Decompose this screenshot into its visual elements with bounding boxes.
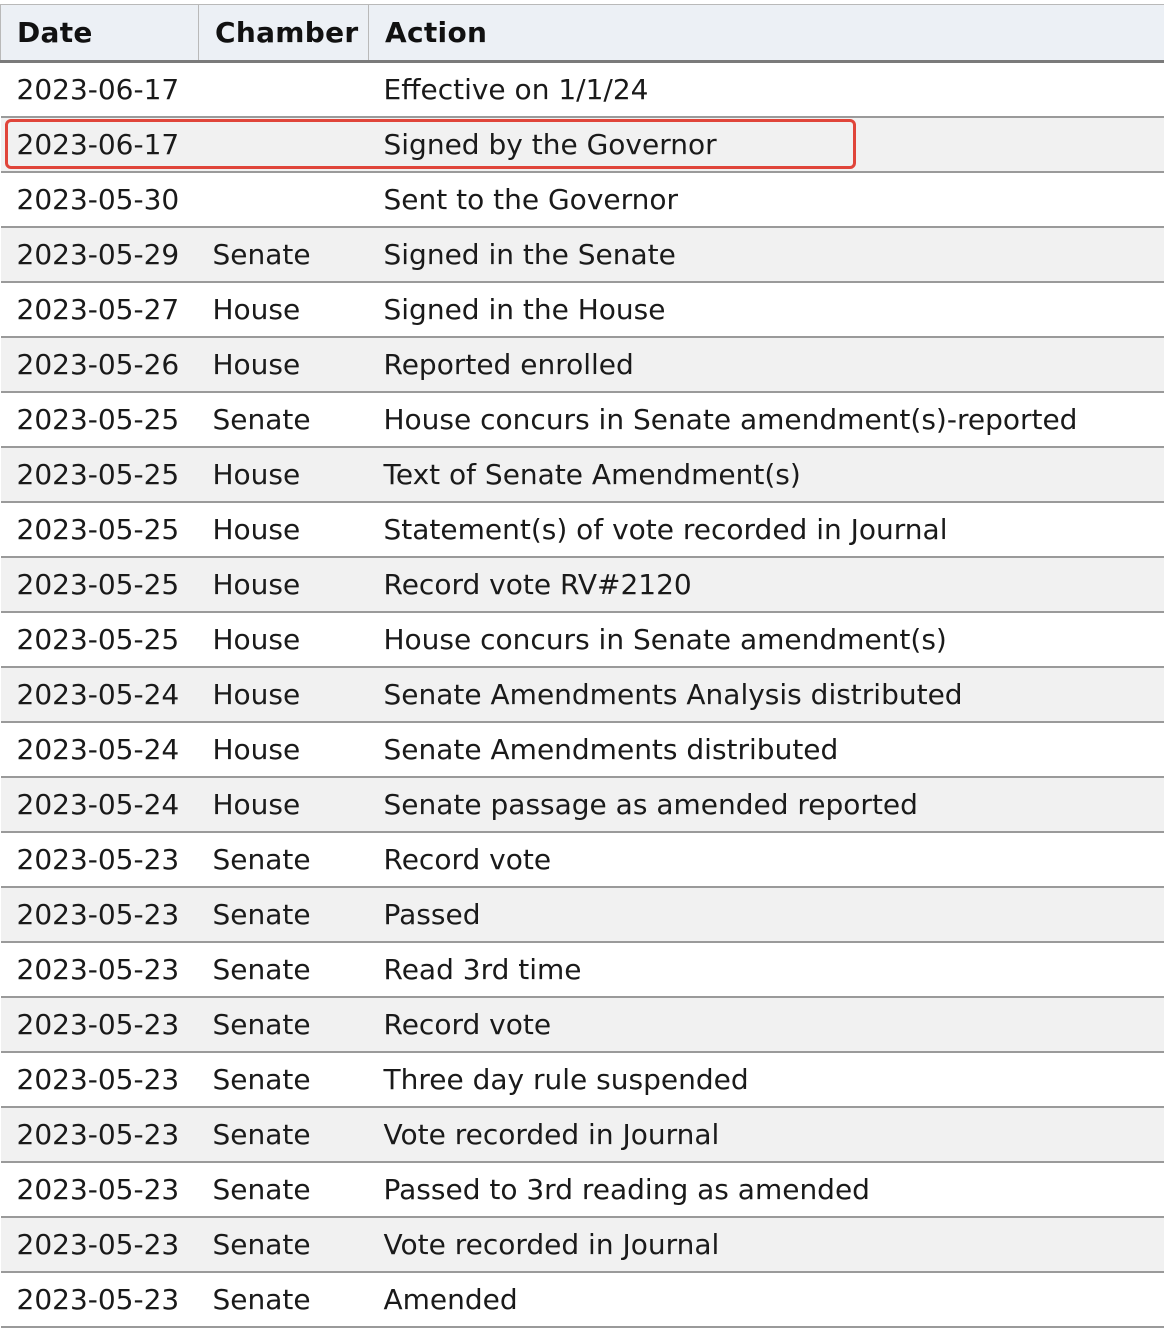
- action-cell: Record vote RV#2120: [369, 557, 1164, 612]
- action-cell: Text of Senate Amendment(s): [369, 447, 1164, 502]
- action-cell: Record vote: [369, 997, 1164, 1052]
- date-cell: 2023-05-23: [1, 832, 199, 887]
- date-cell: 2023-05-25: [1, 557, 199, 612]
- date-cell: 2023-05-23: [1, 1272, 199, 1327]
- action-column-header[interactable]: Action: [369, 5, 1164, 62]
- chamber-cell: House: [199, 777, 369, 832]
- chamber-cell: House: [199, 557, 369, 612]
- table-row: [1, 337, 1164, 392]
- chamber-cell: House: [199, 337, 369, 392]
- date-cell: 2023-05-23: [1, 1162, 199, 1217]
- table-header: [1, 5, 1164, 62]
- chamber-cell: Senate: [199, 1162, 369, 1217]
- date-cell: 2023-05-25: [1, 612, 199, 667]
- table-row: [1, 997, 1164, 1052]
- table-row: [1, 942, 1164, 997]
- table-row-highlighted: [1, 117, 1164, 172]
- chamber-cell: Senate: [199, 942, 369, 997]
- date-cell: 2023-05-27: [1, 282, 199, 337]
- date-cell: 2023-05-23: [1, 1107, 199, 1162]
- action-cell: Reported enrolled: [369, 337, 1164, 392]
- chamber-cell: Senate: [199, 1107, 369, 1162]
- action-cell: Senate passage as amended reported: [369, 777, 1164, 832]
- chamber-cell: House: [199, 667, 369, 722]
- chamber-cell: Senate: [199, 1272, 369, 1327]
- action-cell: Signed in the Senate: [369, 227, 1164, 282]
- action-cell: Read 3rd time: [369, 942, 1164, 997]
- chamber-cell: Senate: [199, 1217, 369, 1272]
- table-row: [1, 667, 1164, 722]
- table-row: [1, 1217, 1164, 1272]
- chamber-cell: House: [199, 722, 369, 777]
- table-row: [1, 1162, 1164, 1217]
- date-column-header[interactable]: Date: [1, 5, 199, 62]
- date-cell: 2023-05-29: [1, 227, 199, 282]
- chamber-cell: Senate: [199, 887, 369, 942]
- table-row: [1, 832, 1164, 887]
- table-row: [1, 887, 1164, 942]
- table-row: [1, 282, 1164, 337]
- date-cell: 2023-05-24: [1, 777, 199, 832]
- date-cell: 2023-05-23: [1, 942, 199, 997]
- date-cell: 2023-05-24: [1, 722, 199, 777]
- date-cell: 2023-05-26: [1, 337, 199, 392]
- action-cell: Effective on 1/1/24: [369, 62, 1164, 118]
- action-cell: House concurs in Senate amendment(s): [369, 612, 1164, 667]
- chamber-cell: [199, 117, 369, 172]
- date-cell: 2023-05-25: [1, 447, 199, 502]
- date-cell: 2023-05-24: [1, 667, 199, 722]
- chamber-cell: Senate: [199, 997, 369, 1052]
- date-cell: 2023-05-25: [1, 392, 199, 447]
- table-row: [1, 1272, 1164, 1327]
- table-row: [1, 777, 1164, 832]
- action-cell: Senate Amendments distributed: [369, 722, 1164, 777]
- table-row: [1, 392, 1164, 447]
- table-row: [1, 1052, 1164, 1107]
- action-cell: Sent to the Governor: [369, 172, 1164, 227]
- action-cell: Statement(s) of vote recorded in Journal: [369, 502, 1164, 557]
- chamber-cell: Senate: [199, 392, 369, 447]
- action-cell: Vote recorded in Journal: [369, 1217, 1164, 1272]
- date-cell: 2023-05-25: [1, 502, 199, 557]
- chamber-cell: House: [199, 612, 369, 667]
- date-cell: 2023-05-30: [1, 172, 199, 227]
- table-row: [1, 62, 1164, 118]
- chamber-column-header[interactable]: Chamber: [199, 5, 369, 62]
- actions-table: [0, 4, 1164, 1328]
- table-row: [1, 502, 1164, 557]
- action-cell: House concurs in Senate amendment(s)-reported: [369, 392, 1164, 447]
- table-body: [1, 62, 1164, 1328]
- chamber-cell: Senate: [199, 227, 369, 282]
- table-row: [1, 722, 1164, 777]
- date-cell: 2023-05-23: [1, 1217, 199, 1272]
- table-row: [1, 612, 1164, 667]
- action-cell: Amended: [369, 1272, 1164, 1327]
- chamber-cell: House: [199, 282, 369, 337]
- action-cell: Passed: [369, 887, 1164, 942]
- chamber-cell: [199, 172, 369, 227]
- chamber-cell: [199, 62, 369, 118]
- action-cell: Passed to 3rd reading as amended: [369, 1162, 1164, 1217]
- date-cell: 2023-05-23: [1, 997, 199, 1052]
- header-row: [1, 5, 1164, 62]
- table-row: [1, 557, 1164, 612]
- action-cell: Signed in the House: [369, 282, 1164, 337]
- date-cell: 2023-06-17: [1, 62, 199, 118]
- date-cell: 2023-06-17: [1, 117, 199, 172]
- action-cell: Three day rule suspended: [369, 1052, 1164, 1107]
- date-cell: 2023-05-23: [1, 887, 199, 942]
- chamber-cell: House: [199, 502, 369, 557]
- chamber-cell: Senate: [199, 1052, 369, 1107]
- table-row: [1, 447, 1164, 502]
- action-cell: Signed by the Governor: [369, 117, 1164, 172]
- action-cell: Senate Amendments Analysis distributed: [369, 667, 1164, 722]
- chamber-cell: House: [199, 447, 369, 502]
- table-row: [1, 227, 1164, 282]
- date-cell: 2023-05-23: [1, 1052, 199, 1107]
- table-row: [1, 172, 1164, 227]
- action-cell: Vote recorded in Journal: [369, 1107, 1164, 1162]
- table-row: [1, 1107, 1164, 1162]
- action-cell: Record vote: [369, 832, 1164, 887]
- chamber-cell: Senate: [199, 832, 369, 887]
